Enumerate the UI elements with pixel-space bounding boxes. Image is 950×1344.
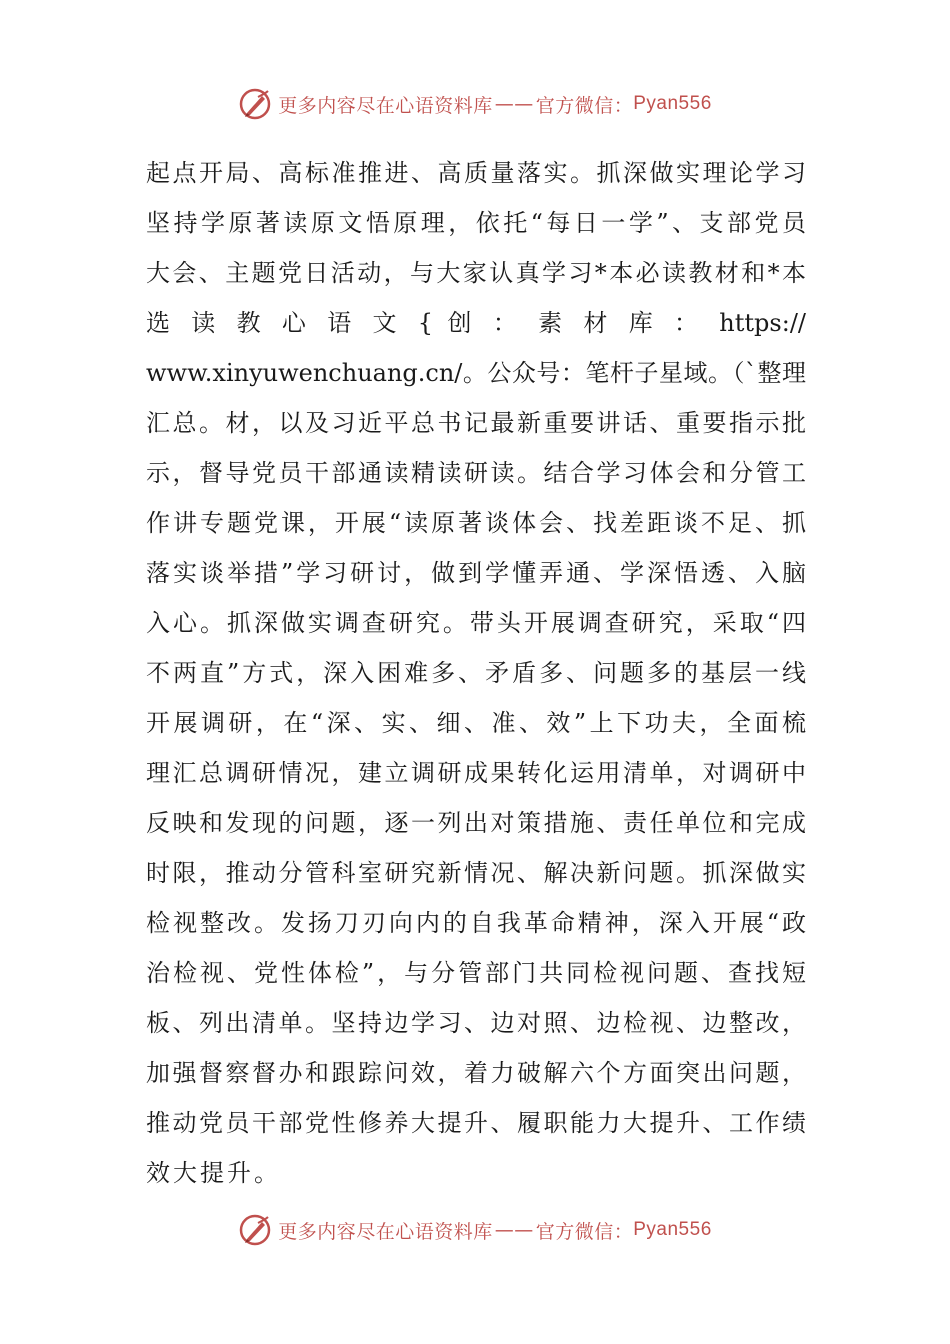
body-line: 作讲专题党课，开展“读原著谈体会、找差距谈不足、抓 [146,509,806,537]
body-line: 反映和发现的问题，逐一列出对策措施、责任单位和完成 [146,809,806,837]
footer-wechat-id: Pyan556 [633,1219,712,1240]
footer-separator: —— [494,1219,534,1241]
body-line: www.xinyuwenchuang.cn/。公众号：笔杆子星域。（`整理 [146,359,806,387]
body-line: 加强督察督办和跟踪问效，着力破解六个方面突出问题， [146,1059,806,1087]
quill-pen-logo-icon [238,87,272,121]
body-line: 时限，推动分管科室研究新情况、解决新问题。抓深做实 [146,859,806,887]
body-line: 开展调研，在“深、实、细、准、效”上下功夫，全面梳 [146,709,806,737]
header-wechat-label: 官方微信： [535,94,634,117]
footer-tagline: 更多内容尽在心语资料库 [278,1220,493,1243]
body-line: 示，督导党员干部通读精读研读。结合学习体会和分管工 [146,459,806,487]
body-line: 治检视、党性体检”，与分管部门共同检视问题、查找短 [146,959,806,987]
body-line: 坚持学原著读原文悟原理，依托“每日一学”、支部党员 [146,209,806,237]
body-line: 检视整改。发扬刀刃向内的自我革命精神，深入开展“政 [146,909,806,937]
header-tagline: 更多内容尽在心语资料库 [278,94,493,117]
body-line: 效大提升。 [146,1159,281,1187]
quill-pen-logo-icon [238,1213,272,1247]
body-line: 不两直”方式，深入困难多、矛盾多、问题多的基层一线 [146,659,806,687]
header-banner [0,84,950,124]
body-line: 选 读 教 心 语 文 { 创 ： 素 材 库 ： https:// [146,309,806,337]
body-line: 入心。抓深做实调查研究。带头开展调查研究，采取“四 [146,609,806,637]
body-line: 落实谈举措”学习研讨，做到学懂弄通、学深悟透、入脑 [146,559,806,587]
body-line: 汇总。材，以及习近平总书记最新重要讲话、重要指示批 [146,409,806,437]
footer-banner [0,1210,950,1250]
footer-wechat-label: 官方微信： [535,1220,634,1243]
body-line: 理汇总调研情况，建立调研成果转化运用清单，对调研中 [146,759,806,787]
document-body [146,148,806,1198]
header-separator: —— [494,93,534,115]
header-wechat-id: Pyan556 [633,93,712,114]
body-line: 板、列出清单。坚持边学习、边对照、边检视、边整改， [146,1009,806,1037]
body-line: 起点开局、高标准推进、高质量落实。抓深做实理论学习 [146,159,806,187]
body-line: 推动党员干部党性修养大提升、履职能力大提升、工作绩 [146,1109,806,1137]
body-line: 大会、主题党日活动，与大家认真学习*本必读教材和*本 [146,259,806,287]
